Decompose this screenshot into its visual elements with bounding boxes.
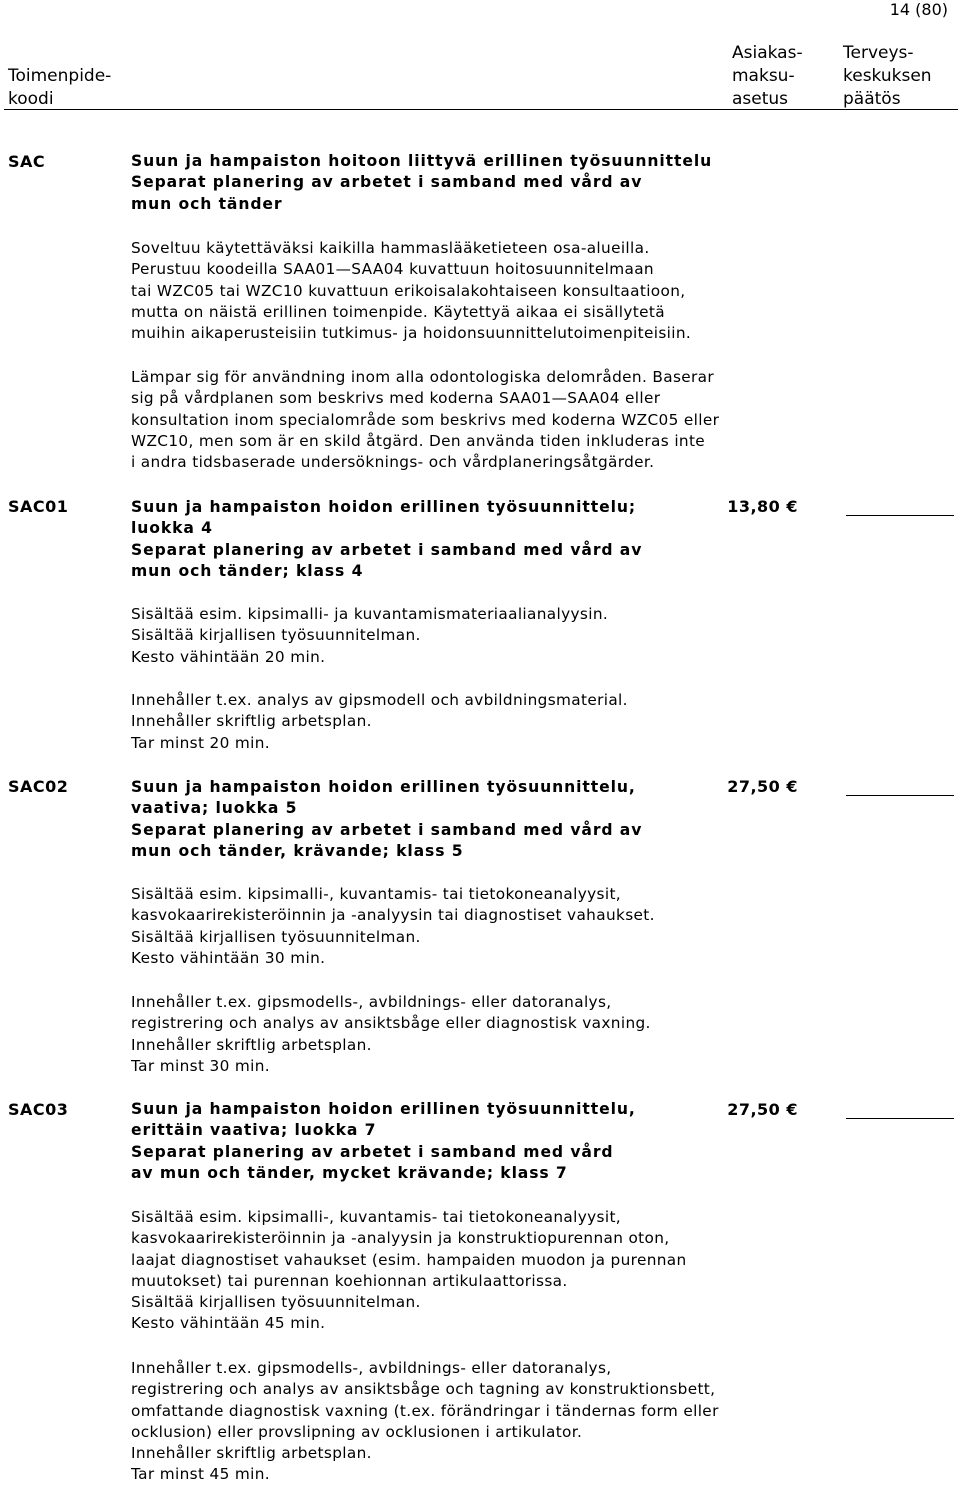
procedure-title-sac03: Suun ja hampaiston hoidon erillinen työsuunnittelu, erittäin vaativa; luokka 7 Separat planering av arbetet i samband med vård av mun och tänder, mycket krävande; klass 7 xyxy=(131,1100,636,1182)
description-fi-sac: Soveltuu käytettäväksi kaikilla hammaslääketieteen osa-alueilla. Perustuu koodeilla SAA01—SAA04 kuvattuun hoitosuunnitelmaan tai WZC05 tai WZC10 kuvattuun erikoisalakohtaiseen konsultaatioon, mutta on näistä erillinen toimenpide. Käytettyä aikaa ei sisällytetä muihin aikaperusteisiin tutkimus- ja hoidonsuunnittelutoimenpiteisiin. xyxy=(131,239,692,343)
price-sac02: 27,50 € xyxy=(727,777,798,796)
description-sv-sac: Lämpar sig för användning inom alla odontologiska delområden. Baserar sig på vårdplanen som beskrivs med koderna SAA01—SAA04 eller konsultation inom specialområde som beskrivs med koderna WZC05 eller WZC10, men som är en skild åtgärd. Den använda tiden inkluderas inte i andra tidsbaserade undersöknings- och vårdplaneringsåtgärder. xyxy=(131,368,720,472)
price-sac03: 27,50 € xyxy=(727,1100,798,1119)
description-sv-sac03: Innehåller t.ex. gipsmodells-, avbildnings- eller datoranalys, registrering och analys av ansiktsbåge och tagning av konstruktionsbett, omfattande diagnostisk vaxning (t.ex. förändringar i tändernas form eller ocklusion) eller provslipning av ocklusionen i artikulator. Innehåller skriftlig arbetsplan. Tar minst 45 min. xyxy=(131,1359,719,1484)
header-client-fee-decree: Asiakas- maksu- asetus xyxy=(732,43,803,109)
decision-blank-sac02[interactable] xyxy=(846,795,954,796)
description-sv-sac01: Innehåller t.ex. analys av gipsmodell och avbildningsmaterial. Innehåller skriftlig arbetsplan. Tar minst 20 min. xyxy=(131,691,628,752)
header-divider xyxy=(4,109,958,110)
procedure-title-sac: Suun ja hampaiston hoitoon liittyvä erillinen työsuunnittelu Separat planering av arbetet i samband med vård av mun och tänder xyxy=(131,152,713,213)
header-procedure-code: Toimenpide- koodi xyxy=(8,66,112,109)
description-fi-sac03: Sisältää esim. kipsimalli-, kuvantamis- tai tietokoneanalyysit, kasvokaarirekisteröinnin ja -analyysin ja konstruktiopurennan oton, laajat diagnostiset vahaukset (esim. hampaiden muodon ja purennan muutokset) tai purennan koehionnan artikulaattorissa. Sisältää kirjallisen työsuunnitelman. Kesto vähintään 45 min. xyxy=(131,1208,687,1333)
price-sac01: 13,80 € xyxy=(727,497,798,516)
procedure-code-sac: SAC xyxy=(8,152,46,171)
page-number: 14 (80) xyxy=(889,0,948,19)
header-health-centre-decision: Terveys- keskuksen päätös xyxy=(843,43,932,109)
procedure-title-sac02: Suun ja hampaiston hoidon erillinen työsuunnittelu, vaativa; luokka 5 Separat planering av arbetet i samband med vård av mun och tänder, krävande; klass 5 xyxy=(131,778,643,860)
procedure-code-sac03: SAC03 xyxy=(8,1100,69,1119)
decision-blank-sac03[interactable] xyxy=(846,1118,954,1119)
description-sv-sac02: Innehåller t.ex. gipsmodells-, avbildnings- eller datoranalys, registrering och analys av ansiktsbåge eller diagnostisk vaxning. Innehåller skriftlig arbetsplan. Tar minst 30 min. xyxy=(131,993,651,1075)
procedure-code-sac01: SAC01 xyxy=(8,497,69,516)
description-fi-sac01: Sisältää esim. kipsimalli- ja kuvantamismateriaalianalyysin. Sisältää kirjallisen työsuunnitelman. Kesto vähintään 20 min. xyxy=(131,605,609,666)
procedure-code-sac02: SAC02 xyxy=(8,777,69,796)
decision-blank-sac01[interactable] xyxy=(846,515,954,516)
procedure-title-sac01: Suun ja hampaiston hoidon erillinen työsuunnittelu; luokka 4 Separat planering av arbetet i samband med vård av mun och tänder; klass 4 xyxy=(131,498,643,580)
description-fi-sac02: Sisältää esim. kipsimalli-, kuvantamis- tai tietokoneanalyysit, kasvokaarirekisteröinnin ja -analyysin tai diagnostiset vahaukset. Sisältää kirjallisen työsuunnitelman. Kesto vähintään 30 min. xyxy=(131,885,655,967)
